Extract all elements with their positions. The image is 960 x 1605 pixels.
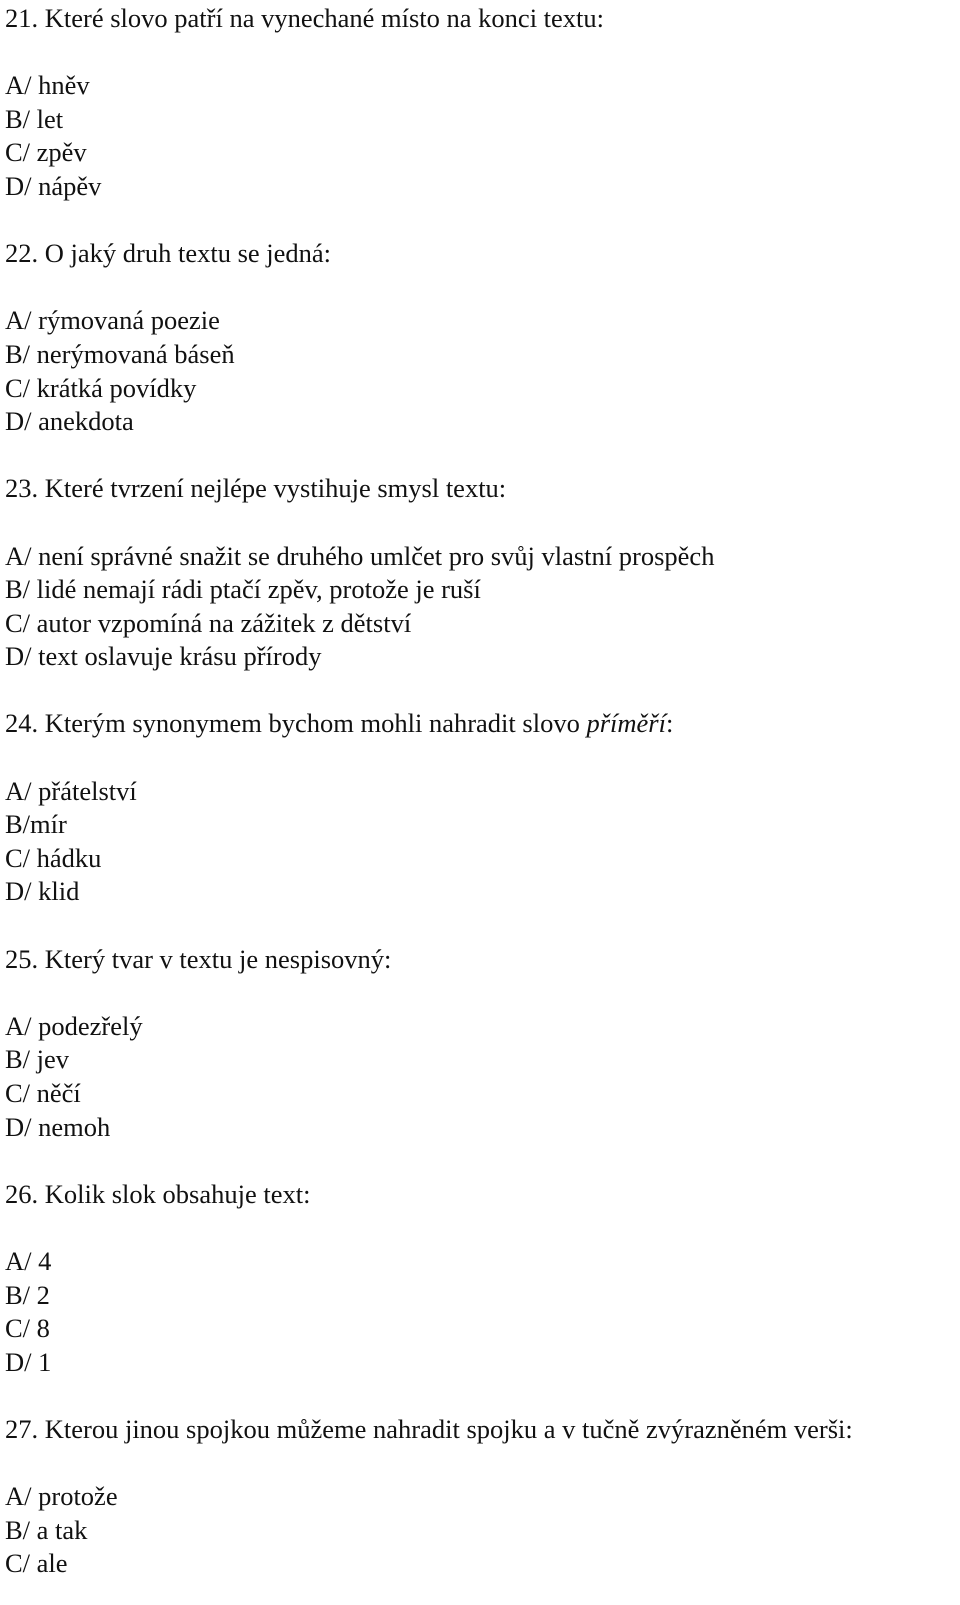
question-23-option-c: C/ autor vzpomíná na zážitek z dětství (5, 607, 412, 638)
question-27-option-a: A/ protože (5, 1481, 118, 1512)
question-23-text: 23. Které tvrzení nejlépe vystihuje smysl textu: (5, 473, 507, 504)
question-25-option-a: A/ podezřelý (5, 1010, 143, 1041)
question-25-text: 25. Který tvar v textu je nespisovný: (5, 943, 392, 974)
question-24-option-a: A/ přátelství (5, 775, 137, 806)
spacer (5, 204, 955, 238)
spacer (5, 36, 955, 70)
question-24-text (5, 707, 955, 741)
question-22-text: 22. O jaký druh textu se jedná: (5, 238, 332, 269)
question-24-option-c: C/ hádku (5, 842, 102, 873)
question-24-emphasized-word: příměří (586, 708, 666, 739)
spacer (5, 1379, 955, 1413)
question-22-option-c: C/ krátká povídky (5, 372, 197, 403)
question-22-option-a: A/ rýmovaná poezie (5, 305, 220, 336)
question-27-option-b: B/ a tak (5, 1514, 88, 1545)
spacer (5, 674, 955, 708)
question-23-option-d: D/ text oslavuje krásu přírody (5, 641, 322, 672)
spacer (5, 741, 955, 775)
spacer (5, 439, 955, 473)
question-22-option-d: D/ anekdota (5, 406, 134, 437)
question-23-option-a: A/ není správné snažit se druhého umlčet pro svůj vlastní prospěch (5, 540, 715, 571)
spacer (5, 506, 955, 540)
document (5, 0, 955, 1581)
spacer (5, 1144, 955, 1178)
question-26-text: 26. Kolik slok obsahuje text: (5, 1178, 311, 1209)
question-27-option-c: C/ ale (5, 1548, 68, 1579)
question-21-option-a: A/ hněv (5, 70, 90, 101)
spacer (5, 909, 955, 943)
question-24-text-prefix: 24. Kterým synonymem bychom mohli nahradit slovo (5, 708, 587, 739)
spacer (5, 1211, 955, 1245)
question-23-option-b: B/ lidé nemají rádi ptačí zpěv, protože je ruší (5, 574, 481, 605)
question-27-text: 27. Kterou jinou spojkou můžeme nahradit spojku a v tučně zvýrazněném verši: (5, 1413, 853, 1444)
question-26-option-b: B/ 2 (5, 1279, 50, 1310)
question-22-option-b: B/ nerýmovaná báseň (5, 338, 235, 369)
question-26-option-d: D/ 1 (5, 1346, 52, 1377)
question-26-option-c: C/ 8 (5, 1313, 50, 1344)
question-25-option-c: C/ něčí (5, 1078, 81, 1108)
question-24-option-d: D/ klid (5, 876, 80, 907)
question-26-option-a: A/ 4 (5, 1245, 52, 1276)
spacer (5, 1447, 955, 1481)
question-21-option-b: B/ let (5, 103, 64, 134)
question-21-option-d: D/ nápěv (5, 170, 102, 201)
question-25-option-d: D/ nemoh (5, 1111, 111, 1142)
question-24-option-b: B/mír (5, 809, 67, 840)
spacer (5, 271, 955, 305)
spacer (5, 976, 955, 1010)
question-21-text: 21. Které slovo patří na vynechané místo na konci textu: (5, 3, 605, 33)
question-25-option-b: B/ jev (5, 1044, 70, 1075)
question-24-text-suffix: : (665, 708, 674, 739)
question-21-option-c: C/ zpěv (5, 137, 87, 168)
